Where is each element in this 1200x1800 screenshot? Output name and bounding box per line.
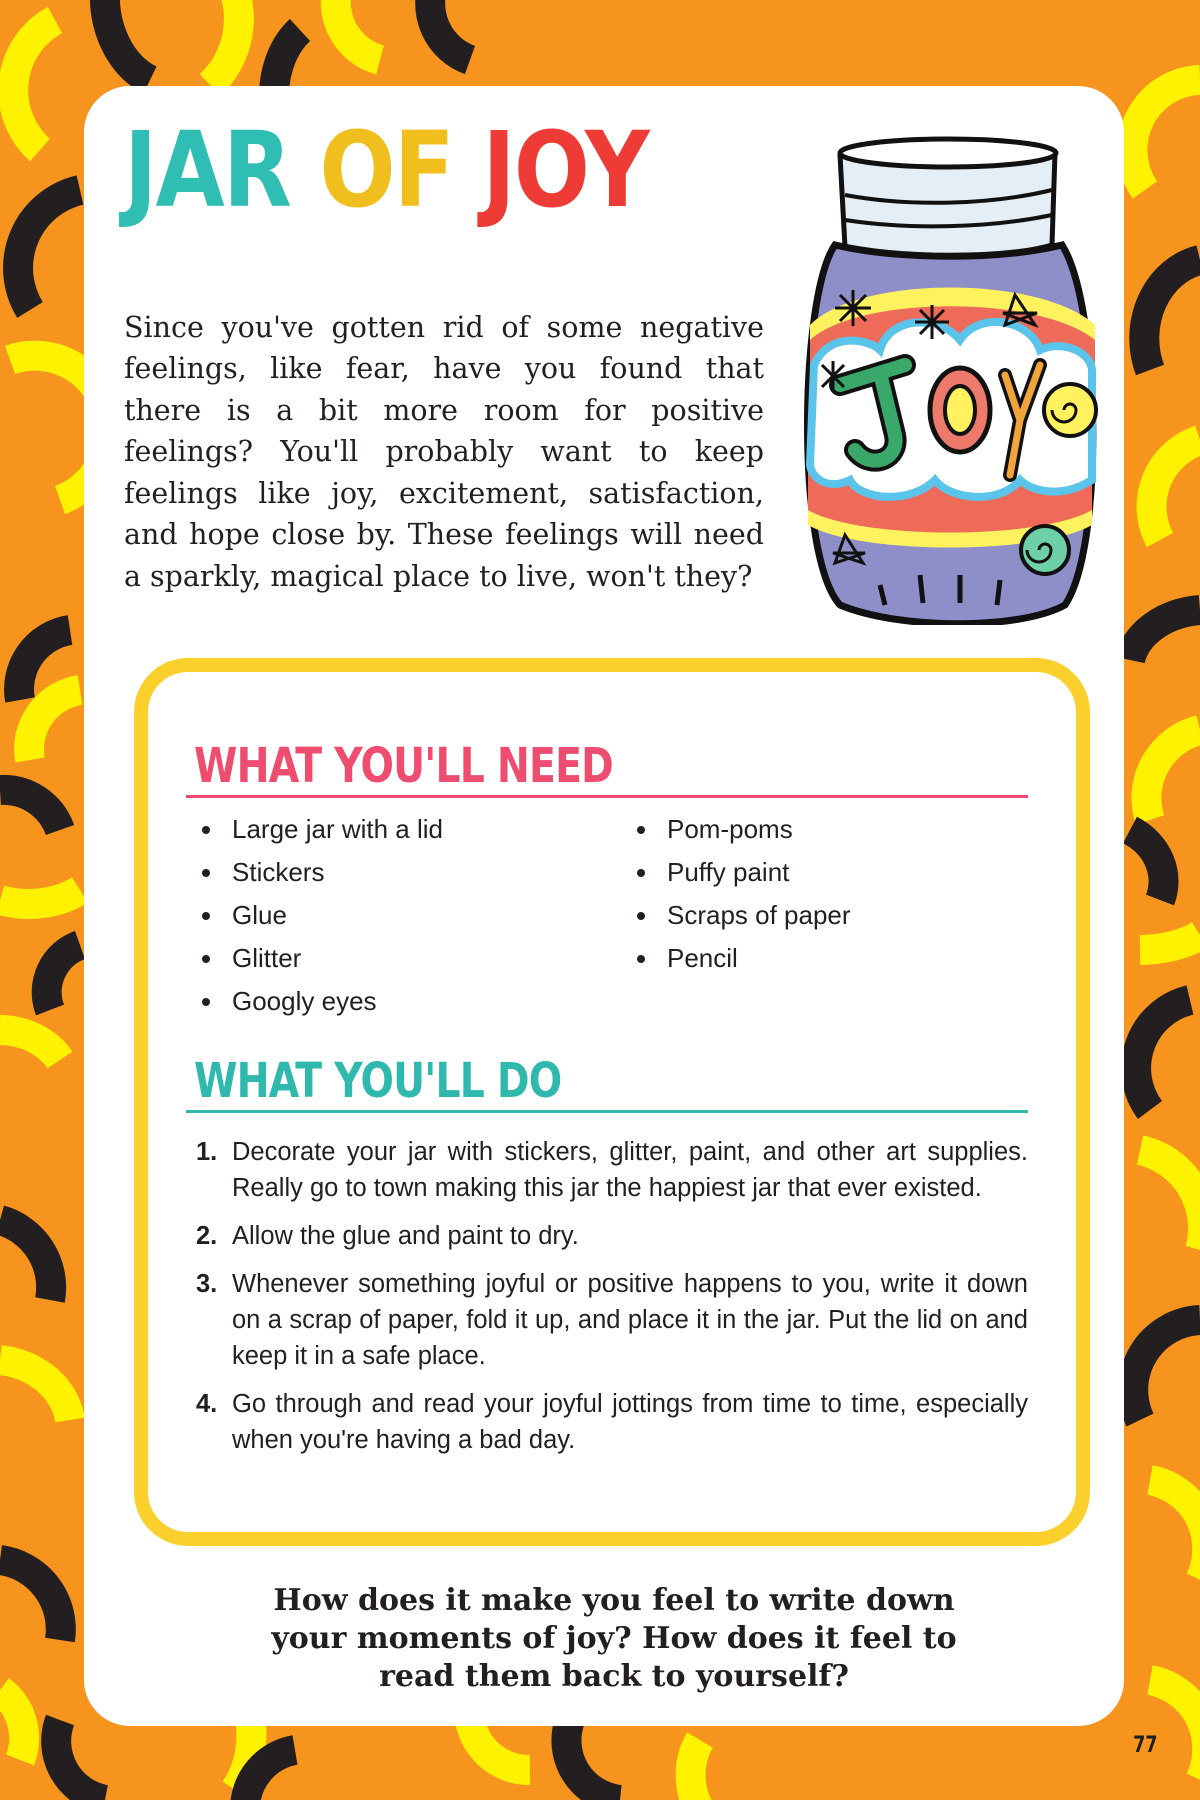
needs-list-item: Glitter [200,937,443,980]
step-item: 2. Allow the glue and paint to dry. [196,1222,579,1250]
needs-divider [186,795,1028,798]
step-item: 1. Decorate your jar with stickers, glitter, paint, and other art supplies. Really go to town making this jar the happiest jar that ever existed. [196,1138,1028,1202]
steps-divider [186,1110,1028,1113]
needs-list-item: Puffy paint [635,851,851,894]
joy-jar-icon [800,135,1100,625]
needs-list-item: Glue [200,894,443,937]
needs-list-item: Scraps of paper [635,894,851,937]
steps-heading: WHAT YOU'LL DO [194,1053,562,1109]
bullet-icon [202,826,210,834]
bullet-icon [637,869,645,877]
bullet-icon [202,869,210,877]
page-number: 77 [1133,1733,1158,1758]
bullet-icon [202,998,210,1006]
bullet-icon [637,912,645,920]
bullet-icon [202,912,210,920]
bullet-icon [637,826,645,834]
title-word-joy: JOY [482,109,649,231]
steps-list [196,1134,1028,1470]
needs-list-column-2 [635,808,851,980]
title-word-jar: JAR [124,109,291,231]
intro-paragraph: Since you've gotten rid of some negative feelings, like fear, have you found that there is a bit more room for positive feelings? You'll probably want to keep feelings like joy, excitement, satisfaction, and hope close by. These feelings will need a sparkly, magical place to live, won't they? [124,310,764,593]
page-title [124,109,677,231]
needs-list-item: Googly eyes [200,980,443,1023]
bullet-icon [637,955,645,963]
needs-list-item: Pom-poms [635,808,851,851]
swirl-yellow [0,890,80,904]
needs-heading: WHAT YOU'LL NEED [194,738,614,794]
swirl-yellow [691,1740,700,1800]
step-item: 3. Whenever something joyful or positive happens to you, write it down on a scrap of paper, fold it up, and place it in the jar. Put the lid on and keep it in a safe place. [196,1270,1028,1370]
needs-list-item: Large jar with a lid [200,808,443,851]
swirl-yellow [1140,935,1200,950]
needs-list-column-1 [200,808,443,1023]
title-word-of: OF [319,109,454,231]
bullet-icon [202,955,210,963]
needs-list-item: Pencil [635,937,851,980]
step-item: 4. Go through and read your joyful jottings from time to time, especially when you're having a bad day. [196,1390,1028,1454]
needs-list-item: Stickers [200,851,443,894]
reflection-question: How does it make you feel to write down your moments of joy? How does it feel to read them back to yourself? [271,1583,957,1694]
